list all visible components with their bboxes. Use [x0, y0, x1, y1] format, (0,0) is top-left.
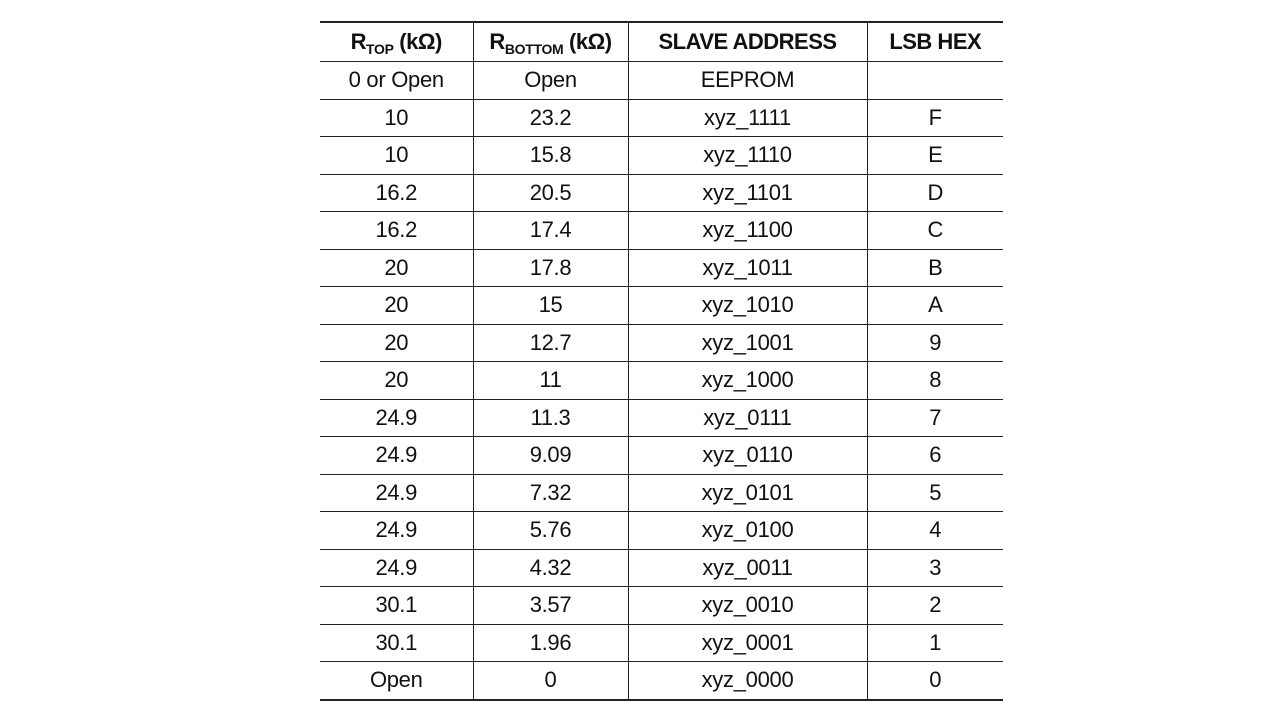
- slave-address-cell: xyz_0110: [628, 437, 867, 475]
- rbottom-cell: 5.76: [473, 512, 628, 550]
- lsb-hex-cell: [867, 62, 1003, 100]
- table-row: [320, 587, 1003, 625]
- slave-address-cell: xyz_1000: [628, 362, 867, 400]
- slave-address-cell: xyz_1101: [628, 174, 867, 212]
- header-lsb-hex: LSB HEX: [867, 22, 1003, 62]
- rbottom-cell: 3.57: [473, 587, 628, 625]
- rbottom-cell: 15: [473, 287, 628, 325]
- rtop-cell: 20: [320, 287, 473, 325]
- slave-address-cell: xyz_0100: [628, 512, 867, 550]
- rbottom-cell: 1.96: [473, 624, 628, 662]
- rtop-cell: 16.2: [320, 212, 473, 250]
- rtop-cell: 24.9: [320, 474, 473, 512]
- header-row: [320, 22, 1003, 62]
- table-header: [320, 22, 1003, 62]
- table-row: [320, 437, 1003, 475]
- header-rbottom-main: R: [489, 29, 505, 54]
- slave-address-cell: xyz_1110: [628, 137, 867, 175]
- header-rtop-main: R: [350, 29, 367, 54]
- table-row: [320, 99, 1003, 137]
- header-rtop-sub: TOP: [366, 41, 394, 57]
- rbottom-cell: 17.8: [473, 249, 628, 287]
- table-row: [320, 362, 1003, 400]
- rtop-cell: 20: [320, 362, 473, 400]
- table-row: [320, 474, 1003, 512]
- lsb-hex-cell: 9: [867, 324, 1003, 362]
- rtop-cell: 10: [320, 137, 473, 175]
- slave-address-cell: xyz_0011: [628, 549, 867, 587]
- rbottom-cell: 20.5: [473, 174, 628, 212]
- header-rtop: [320, 22, 473, 62]
- slave-address-cell: xyz_1001: [628, 324, 867, 362]
- rtop-cell: 24.9: [320, 437, 473, 475]
- lsb-hex-cell: E: [867, 137, 1003, 175]
- rtop-cell: 24.9: [320, 399, 473, 437]
- rtop-cell: Open: [369, 667, 423, 693]
- address-table-container: [320, 21, 1003, 701]
- lsb-hex-cell: 8: [867, 362, 1003, 400]
- table-row: [320, 249, 1003, 287]
- rtop-cell: 30.1: [320, 587, 473, 625]
- header-rbottom: [473, 22, 628, 62]
- slave-address-cell: xyz_1010: [628, 287, 867, 325]
- rtop-cell: 30.1: [320, 624, 473, 662]
- rtop-cell: 10: [320, 99, 473, 137]
- rtop-cell: 20: [320, 324, 473, 362]
- slave-address-cell: xyz_1100: [628, 212, 867, 250]
- slave-address-cell: xyz_0010: [628, 587, 867, 625]
- rbottom-cell: 9.09: [473, 437, 628, 475]
- rbottom-cell: 4.32: [473, 549, 628, 587]
- rbottom-cell: 15.8: [473, 137, 628, 175]
- lsb-hex-cell: 2: [867, 587, 1003, 625]
- rtop-cell: 20: [320, 249, 473, 287]
- slave-address-cell: xyz_0101: [628, 474, 867, 512]
- slave-address-cell: xyz_0001: [628, 624, 867, 662]
- lsb-hex-cell: 7: [867, 399, 1003, 437]
- lsb-hex-cell: F: [867, 99, 1003, 137]
- lsb-hex-cell: 0: [867, 662, 1003, 700]
- header-slave-address: SLAVE ADDRESS: [628, 22, 867, 62]
- table-body: [320, 62, 1003, 700]
- lsb-hex-cell: A: [867, 287, 1003, 325]
- lsb-hex-cell: 1: [867, 624, 1003, 662]
- rtop-cell: 0 or Open: [320, 62, 473, 100]
- lsb-hex-cell: C: [867, 212, 1003, 250]
- lsb-hex-cell: D: [867, 174, 1003, 212]
- header-rbottom-unit: (kΩ): [563, 29, 612, 54]
- slave-address-table: [320, 21, 1003, 701]
- table-row: [320, 62, 1003, 100]
- rbottom-cell: 11.3: [473, 399, 628, 437]
- table-row: [320, 662, 1003, 700]
- slave-address-cell: EEPROM: [628, 62, 867, 100]
- table-row: [320, 212, 1003, 250]
- table-row: [320, 549, 1003, 587]
- table-row: [320, 512, 1003, 550]
- header-rbottom-sub: BOTTOM: [504, 41, 564, 57]
- rbottom-cell: 7.32: [473, 474, 628, 512]
- rtop-cell: 24.9: [320, 512, 473, 550]
- slave-address-cell: xyz_0111: [628, 399, 867, 437]
- rtop-cell: 24.9: [320, 549, 473, 587]
- table-row: [320, 399, 1003, 437]
- rbottom-cell: 23.2: [473, 99, 628, 137]
- table-row: [320, 174, 1003, 212]
- table-row: [320, 137, 1003, 175]
- lsb-hex-cell: 5: [867, 474, 1003, 512]
- rbottom-cell: Open: [473, 62, 628, 100]
- header-rtop-unit: (kΩ): [393, 29, 442, 54]
- slave-address-cell: xyz_0000: [628, 662, 867, 700]
- rbottom-cell: 11: [473, 362, 628, 400]
- lsb-hex-cell: B: [867, 249, 1003, 287]
- table-row: [320, 287, 1003, 325]
- rbottom-cell: 12.7: [473, 324, 628, 362]
- lsb-hex-cell: 6: [867, 437, 1003, 475]
- lsb-hex-cell: 4: [867, 512, 1003, 550]
- rbottom-cell: 0: [473, 662, 628, 700]
- table-row: [320, 624, 1003, 662]
- rbottom-cell: 17.4: [473, 212, 628, 250]
- table-row: [320, 324, 1003, 362]
- rtop-cell: 16.2: [320, 174, 473, 212]
- lsb-hex-cell: 3: [867, 549, 1003, 587]
- slave-address-cell: xyz_1011: [628, 249, 867, 287]
- slave-address-cell: xyz_1111: [628, 99, 867, 137]
